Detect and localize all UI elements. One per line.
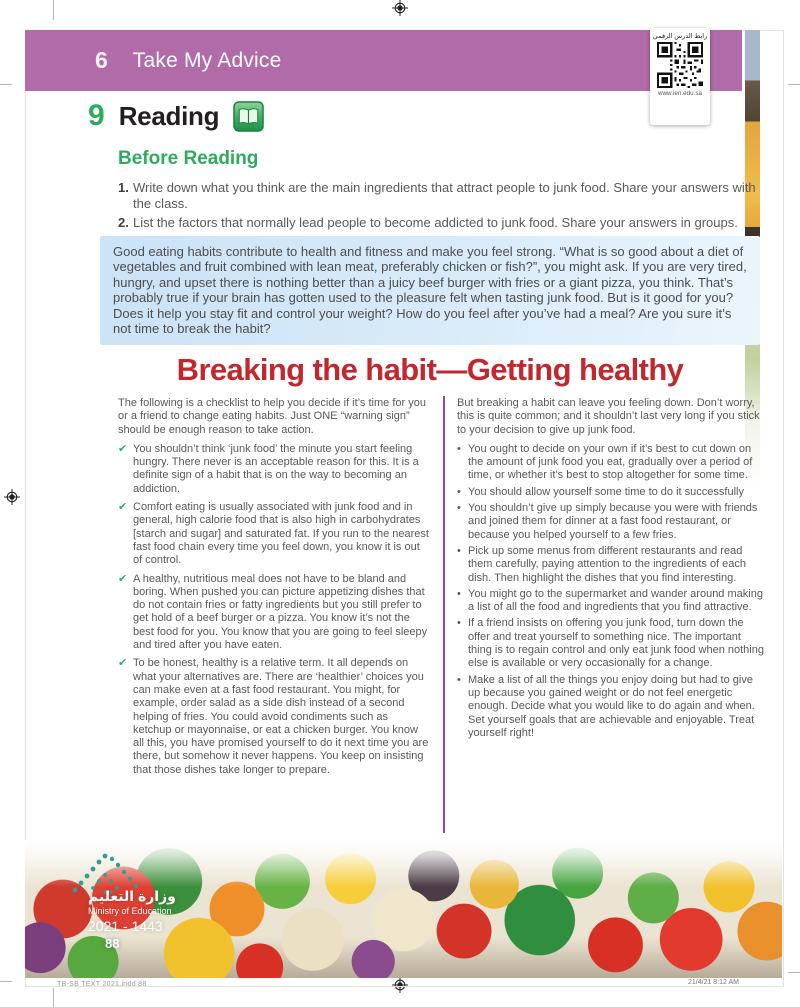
before-reading-heading: Before Reading bbox=[118, 148, 259, 169]
article-title: Breaking the habit—Getting healthy bbox=[176, 352, 684, 387]
vegetables-photo bbox=[25, 840, 782, 978]
registration-mark-icon bbox=[392, 0, 408, 16]
item-number: 2. bbox=[118, 214, 129, 230]
tip-item bbox=[457, 588, 765, 615]
tip-item-text: You ought to decide on your own if it’s best to cut down on the amount of junk food you eat, gradually over a period of time, or whether it’s best to stop altogether for some time. bbox=[468, 442, 753, 482]
checklist bbox=[118, 443, 429, 777]
qr-url: www.ien.edu.sa bbox=[657, 90, 703, 97]
column-divider bbox=[443, 396, 445, 833]
checkmark-icon: ✔ bbox=[118, 657, 128, 670]
checklist-item bbox=[118, 573, 429, 653]
before-reading-item bbox=[118, 215, 758, 231]
checklist-item bbox=[118, 443, 429, 496]
section-title: Reading bbox=[118, 100, 220, 131]
tip-item bbox=[457, 486, 765, 499]
tips-list bbox=[457, 443, 765, 740]
bullet-icon: • bbox=[457, 617, 461, 630]
tip-item bbox=[457, 674, 765, 740]
article-left-column bbox=[118, 397, 429, 777]
checklist-item-text: Comfort eating is usually associated with junk food and in general, high calorie food that is also high in carbohydrates [starch and sugar] and saturated fat. If you run to the nearest fast food chain every time you feel down, you know it is out of control. bbox=[133, 501, 429, 567]
crop-mark bbox=[0, 981, 12, 982]
tip-item-text: Pick up some menus from different restaurants and read them carefully, paying attention to the ingredients of each dish. Then highlight the dishes that you find interesting. bbox=[468, 544, 747, 584]
item-text: Write down what you think are the main ingredients that attract people to junk food. Share your answers with the class. bbox=[133, 180, 756, 212]
checkmark-icon: ✔ bbox=[118, 442, 128, 455]
tip-item bbox=[457, 545, 765, 585]
checklist-item-text: A healthy, nutritious meal does not have to be bland and boring. When pushed you can picture appetizing dishes that do not contain fries or fatty ingredients but you still prefer to get hold of a beef burger or a pizza. You know it’s not the best food for you. You know that you are going to feel sleepy and tired after you have eaten. bbox=[133, 572, 428, 652]
tip-item-text: You might go to the supermarket and wander around making a list of all the food and ingredients that you find attractive. bbox=[468, 587, 763, 614]
tip-item-text: If a friend insists on offering you junk food, turn down the offer and treat yourself to something nice. The important thing is to regain control and only eat junk food when nothing else is available or very occasionally for a change. bbox=[468, 617, 764, 670]
unit-header-bar bbox=[25, 30, 742, 91]
article-right-column bbox=[457, 397, 765, 740]
tip-item bbox=[457, 502, 765, 542]
tip-item bbox=[457, 443, 765, 483]
tip-item-text: You shouldn’t give up simply because you were with friends and joined them for dinner at a fast food restaurant, or because you helped yourself to a few fries. bbox=[468, 502, 758, 541]
checklist-item-text: You shouldn’t think ‘junk food’ the minute you start feeling hungry. There never is an acceptable reason for this. It is a definite sign of a habit that is on the way to becoming an addiction. bbox=[133, 442, 419, 495]
unit-title: Take My Advice bbox=[132, 48, 282, 72]
crop-mark bbox=[788, 972, 800, 973]
right-column-intro: But breaking a habit can leave you feeling down. Don’t worry, this is quite common; and it shouldn’t last very long if you stick to your decision to give up junk food. bbox=[457, 397, 760, 436]
bullet-icon: • bbox=[457, 544, 461, 557]
page-number: 88 bbox=[105, 936, 120, 951]
qr-code-icon bbox=[657, 42, 703, 88]
before-reading-list bbox=[118, 180, 758, 233]
qr-caption: رابط الدرس الرقمي bbox=[652, 33, 708, 40]
crop-mark bbox=[53, 0, 54, 20]
checklist-item-text: To be honest, healthy is a relative term. It all depends on what your alternatives are. There are ‘healthier’ choices you can make even at a fast food restaurant. You might, for example, order salad as a side dish instead of a second helping of fries. You could avoid condiments such as ketchup or mayonnaise, or eat a chicken burger. You know all this, you have promised yourself to do it next time you are there, but somehow it never happens. You keep on insisting that those dishes take longer to prepare. bbox=[133, 657, 429, 776]
checklist-item bbox=[118, 501, 429, 567]
crop-mark bbox=[53, 988, 54, 1007]
left-column-intro: The following is a checklist to help you decide if it’s time for you or a friend to change eating habits. Just ONE “warning sign” should be enough reason to take action. bbox=[118, 397, 426, 436]
digital-lesson-qr-tab bbox=[650, 28, 710, 125]
checkmark-icon: ✔ bbox=[118, 501, 128, 514]
unit-number: 6 bbox=[95, 47, 108, 73]
checkmark-icon: ✔ bbox=[118, 572, 128, 585]
section-heading bbox=[88, 99, 264, 133]
ministry-name-arabic: وزارة التعليم bbox=[88, 888, 176, 904]
checklist-item bbox=[118, 657, 429, 777]
registration-mark-icon bbox=[4, 489, 20, 505]
section-number: 9 bbox=[88, 99, 105, 132]
edition-year: 2021 - 1443 bbox=[88, 918, 163, 934]
reading-intro-box: Good eating habits contribute to health and fitness and make you feel strong. “What is so good about a diet of vegetables and fruit combined with lean meat, preferably chicken or fish?”, you might ask. If you are very tired, hungry, and upset there is nothing better than a juicy beef burger with fries or a giant pizza, you think. That’s probably true if your brain has gotten used to the pleasure felt when tasting junk food. But is it good for you? Does it help you stay fit and control your weight? How do you feel after you’ve had a meal? Are you sure it’s not time to break the habit? bbox=[100, 236, 760, 345]
print-file-label: TB-SB TEXT 2021.indd 88 bbox=[57, 981, 147, 988]
bullet-icon: • bbox=[457, 485, 461, 498]
crop-mark bbox=[788, 84, 800, 85]
ministry-name-english: Ministry of Education bbox=[88, 906, 172, 916]
bullet-icon: • bbox=[457, 502, 461, 515]
item-number: 1. bbox=[118, 180, 129, 195]
before-reading-item bbox=[118, 180, 758, 213]
crop-mark bbox=[0, 84, 12, 85]
reading-book-icon bbox=[233, 101, 264, 132]
tip-item bbox=[457, 617, 765, 670]
item-text: List the factors that normally lead people to become addicted to junk food. Share your answers in groups. bbox=[133, 214, 738, 230]
bullet-icon: • bbox=[457, 673, 461, 686]
print-timestamp: 21/4/21 8:12 AM bbox=[688, 979, 739, 986]
bullet-icon: • bbox=[457, 442, 461, 455]
tip-item-text: You should allow yourself some time to do it successfully bbox=[468, 485, 744, 498]
bullet-icon: • bbox=[457, 587, 461, 600]
tip-item-text: Make a list of all the things you enjoy doing but had to give up because you gained weight or do not feel energetic enough. Decide what you would like to do again and when. Set yourself goals that are achievable and enjoyable. Treat yourself right! bbox=[468, 673, 755, 739]
